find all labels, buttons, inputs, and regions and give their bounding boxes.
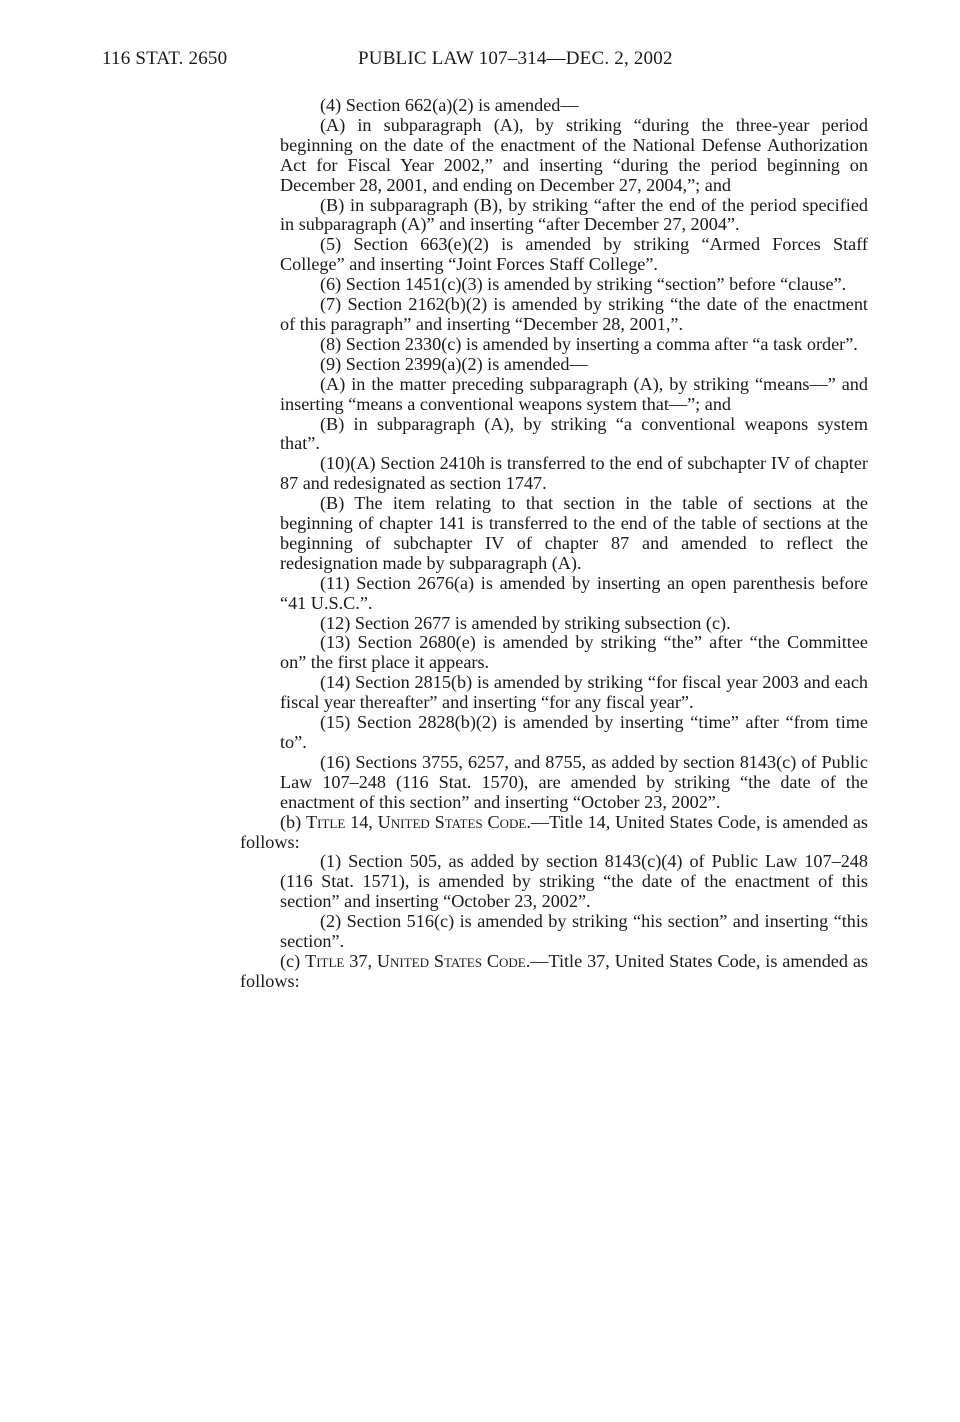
subsection-b-label: (b) [280, 811, 302, 832]
page-reference: 116 STAT. 2650 [102, 48, 228, 69]
paragraph-b1: (1) Section 505, as added by section 8143(c)(4) of Public Law 107–248 (116 Stat. 1571), is amended by striking “the date of the enactment of this section” and inserting “October 23, 2002”. [280, 851, 868, 912]
subparagraph-4a: (A) in subparagraph (A), by striking “during the three-year period beginning on the date of the enactment of the National Defense Authorization Act for Fiscal Year 2002,” and inserting “during the period beginning on December 28, 2001, and ending on December 27, 2004,”; and [280, 114, 868, 195]
paragraph-15: (15) Section 2828(b)(2) is amended by inserting “time” after “from time to”. [280, 712, 868, 752]
subparagraph-4b: (B) in subparagraph (B), by striking “after the end of the period specified in subparagraph (A)” and inserting “after December 27, 2004”. [280, 194, 868, 235]
subsection-c [240, 952, 868, 992]
subsection-c-text: .—Title 37, United States Code, is amended as follows: [240, 950, 869, 991]
law-reference: PUBLIC LAW 107–314—DEC. 2, 2002 [358, 48, 673, 69]
subsection-c-label: (c) [280, 950, 301, 971]
paragraph-4: (4) Section 662(a)(2) is amended— [320, 95, 579, 115]
paragraph-6: (6) Section 1451(c)(3) is amended by striking “section” before “clause”. [320, 274, 847, 295]
subsection-b [240, 813, 868, 853]
paragraph-11: (11) Section 2676(a) is amended by inserting an open parenthesis before “41 U.S.C.”. [280, 572, 868, 613]
statute-body [240, 96, 868, 992]
page-header [102, 48, 900, 74]
paragraph-5: (5) Section 663(e)(2) is amended by striking “Armed Forces Staff College” and inserting “Joint Forces Staff College”. [280, 234, 868, 275]
paragraph-10a: (10)(A) Section 2410h is transferred to the end of subchapter IV of chapter 87 and redesignated as section 1747. [280, 453, 868, 494]
paragraph-10b: (B) The item relating to that section in the table of sections at the beginning of chapter 141 is transferred to the end of the table of sections at the beginning of subchapter IV of chapter 87 and amended to reflect the redesignation made by subparagraph (A). [280, 493, 868, 573]
paragraph-13: (13) Section 2680(e) is amended by striking “the” after “the Committee on” the first place it appears. [280, 632, 868, 673]
paragraph-14: (14) Section 2815(b) is amended by striking “for fiscal year 2003 and each fiscal year thereafter” and inserting “for any fiscal year”. [280, 672, 868, 713]
paragraph-8: (8) Section 2330(c) is amended by inserting a comma after “a task order”. [320, 333, 858, 354]
subsection-c-heading: Title 37, United States Code [305, 950, 526, 971]
paragraph-16: (16) Sections 3755, 6257, and 8755, as added by section 8143(c) of Public Law 107–248 (116 Stat. 1570), are amended by striking “the date of the enactment of this section” and inserting “October 23, 2002”. [280, 751, 868, 812]
paragraph-9: (9) Section 2399(a)(2) is amended— [320, 353, 588, 374]
subsection-b-text: .—Title 14, United States Code, is amended as follows: [240, 811, 868, 852]
paragraph-b2: (2) Section 516(c) is amended by striking “his section” and inserting “this section”. [280, 911, 868, 952]
subparagraph-9a: (A) in the matter preceding subparagraph (A), by striking “means—” and inserting “means a conventional weapons system that—”; and [280, 373, 868, 414]
subsection-b-heading: Title 14, United States Code [306, 811, 527, 832]
paragraph-7: (7) Section 2162(b)(2) is amended by striking “the date of the enactment of this paragraph” and inserting “December 28, 2001,”. [280, 294, 868, 334]
subparagraph-9b: (B) in subparagraph (A), by striking “a conventional weapons system that”. [280, 413, 868, 454]
paragraph-12: (12) Section 2677 is amended by striking subsection (c). [320, 612, 731, 633]
